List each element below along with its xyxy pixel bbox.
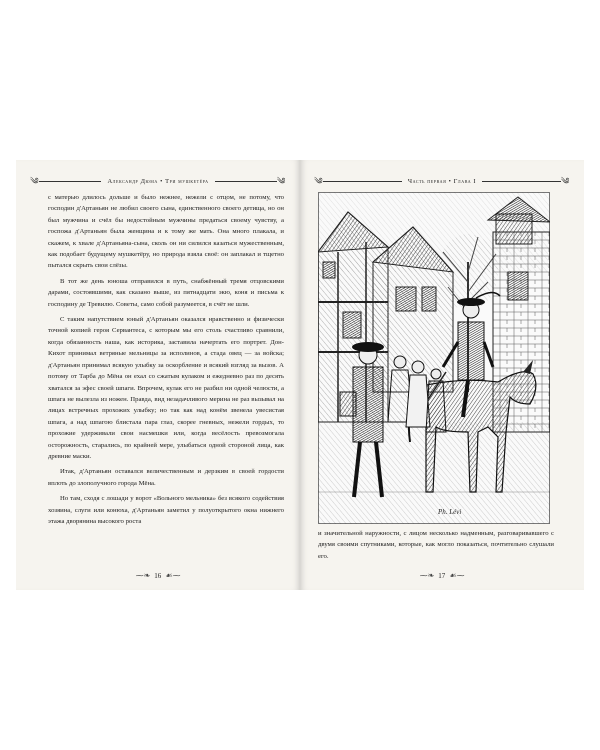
header-rule — [215, 181, 277, 182]
header-rule — [482, 181, 561, 182]
paragraph: С таким напутствием юный д'Артаньян оказался нравственно и физически точной копией героя Сервантеса, с которым мы его столь счастливо сравнили, когда обязанность наша, как историка, заставила начертать его портрет. Дон-Кихот принимал ветряные мельницы за исполинов, а стада овец — за войска; д'Артаньян принимал всякую улыбку за оскорбление и всякий взгляд за вызов. А потому от Тарба до Мёна он ехал со сжатым кулаком и ежедневно раз по десять хватался за эфес своей шпаги. Впрочем, кулак его не разбил ни одной челюсти, а шпага не вылезла из ножен. Правда, вид незадачливого мерина не раз вызывал на лицах встречных прохожих улыбку; но так как над конём звенела увесистая шпага, а над шпагою блистала пара глаз, скорее гневных, нежели гордых, то прохожие удерживали свои насмешки или, когда весёлость превозмогала осторожность, старались, по крайней мере, улыбаться одной стороной лица, как древние маски. — [48, 316, 284, 460]
paragraph: и значительной наружности, с лицом несколько надменным, разговаривавшего с двумя своими спутниками, которые, как могло показаться, почтительно слушали его. — [318, 530, 554, 560]
right-running-head-text: Часть первая • Глава I — [407, 177, 477, 185]
page-number: 16 — [154, 571, 162, 580]
swirl-ornament-icon: ༄ — [560, 175, 570, 186]
left-body-text — [48, 192, 284, 527]
folio-ornament-icon: ☙⁓ — [449, 571, 465, 580]
swirl-ornament-icon: ༄ — [314, 175, 324, 186]
paragraph: Итак, д'Артаньян оставался величественным и дерзким в своей гордости вплоть до злополучного города Мёна. — [48, 468, 284, 487]
engraving-svg — [318, 192, 550, 524]
right-body-text — [318, 528, 554, 562]
right-folio — [300, 571, 584, 580]
left-running-head-text: Александр Дюма • Три мушкетёра — [107, 177, 209, 185]
left-page — [16, 160, 300, 590]
right-running-head — [314, 174, 570, 188]
folio-ornament-icon: ☙⁓ — [165, 571, 181, 580]
paragraph: В тот же день юноша отправился в путь, снабжённый тремя отцовскими дарами, состоявшими, как сказано выше, из пятнадцати экю, коня и письма к господину де Тревилю. Советы, само собой разумеется, в счёт не шли. — [48, 277, 284, 308]
engraving-illustration — [318, 192, 550, 524]
left-folio — [16, 571, 300, 580]
swirl-ornament-icon: ༄ — [276, 175, 286, 186]
artist-signature: Ph. Lévi — [438, 508, 462, 516]
swirl-ornament-icon: ༄ — [30, 175, 40, 186]
paragraph: Но там, сходя с лошади у ворот «Вольного мельника» без всякого содействия хозяина, слуги или конюха, д'Артаньян заметил у полуоткрытого окна нижнего этажа дворянина высокого роста — [48, 495, 284, 525]
book-spread — [16, 160, 584, 590]
right-page — [300, 160, 584, 590]
folio-ornament-icon: ⁓❧ — [419, 571, 435, 580]
header-rule — [39, 181, 101, 182]
header-rule — [323, 181, 402, 182]
page-number: 17 — [438, 571, 446, 580]
folio-ornament-icon: ⁓❧ — [135, 571, 151, 580]
paragraph: с матерью длилось дольше и было нежнее, нежели с отцом, не потому, что господин д'Артаньян не любил своего сына, единственного своего детища, но он был мужчина и счёл бы недостойным мужчины предаться своему чувству, а госпожа д'Артаньян была женщина и к тому же мать. Она много плакала, и скажем, к хвале д'Артаньяна-сына, сколь он ни силился казаться мужественным, как подобает будущему мушкетёру, но природа взяла своё: он заплакал и тщетно пытался скрыть свои слёзы. — [48, 194, 284, 270]
left-running-head — [30, 174, 286, 188]
